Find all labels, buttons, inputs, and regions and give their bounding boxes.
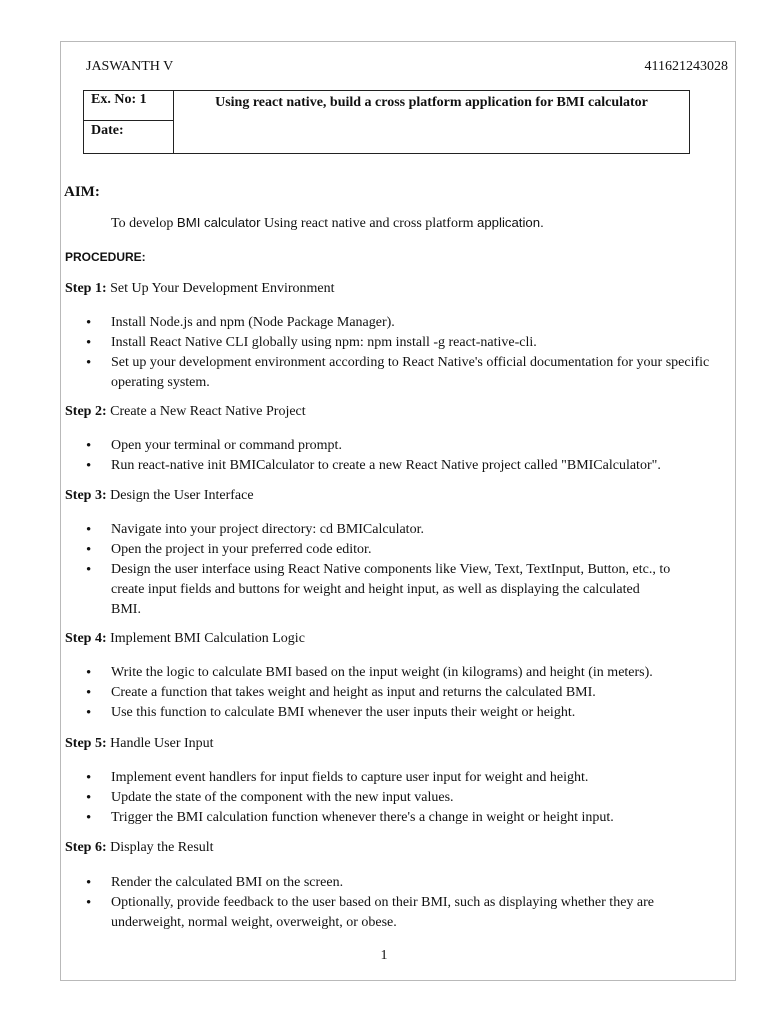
step-5-title: Handle User Input <box>106 736 214 751</box>
step-2-heading <box>65 404 306 420</box>
aim-text-part-3: Using react native and cross platform <box>260 216 478 231</box>
procedure-heading: PROCEDURE: <box>65 250 146 264</box>
step-3-list <box>86 520 726 620</box>
list-item: • Write the logic to calculate BMI based on the input weight (in kilograms) and height (in meters). <box>86 663 726 683</box>
step-5-list <box>86 768 726 828</box>
list-item: • Set up your development environment according to React Native's official documentation for your specific operating system. <box>86 353 726 393</box>
exercise-date: Date: <box>91 123 124 138</box>
exercise-title: Using react native, build a cross platform application for BMI calculator <box>215 95 648 110</box>
aim-text-part-4: application. <box>477 215 544 230</box>
register-number: 411621243028 <box>644 59 728 74</box>
step-4-label: Step 4: <box>65 631 107 646</box>
aim-heading: AIM: <box>64 184 100 200</box>
list-item: • Use this function to calculate BMI whenever the user inputs their weight or height. <box>86 703 726 723</box>
step-1-title: Set Up Your Development Environment <box>106 281 335 296</box>
list-item: • Implement event handlers for input fields to capture user input for weight and height. <box>86 768 726 788</box>
step-1-heading <box>65 281 335 297</box>
exercise-meta-column <box>84 91 174 153</box>
list-item: • Run react-native init BMICalculator to create a new React Native project called "BMICalculator". <box>86 456 726 476</box>
aim-text-part-1: To develop <box>111 216 177 231</box>
student-name: JASWANTH V <box>86 59 174 74</box>
list-item: • Design the user interface using React Native components like View, Text, TextInput, Button, etc., to create input fields and buttons for weight and height input, as well as displaying the calculated BMI. <box>86 560 726 620</box>
step-6-heading <box>65 840 214 856</box>
step-2-title: Create a New React Native Project <box>106 404 306 419</box>
list-item: • Create a function that takes weight and height as input and returns the calculated BMI. <box>86 683 726 703</box>
step-4-title: Implement BMI Calculation Logic <box>106 631 305 646</box>
aim-text <box>111 215 544 232</box>
step-5-label: Step 5: <box>65 736 107 751</box>
list-item: • Navigate into your project directory: cd BMICalculator. <box>86 520 726 540</box>
page-number: 1 <box>380 948 388 963</box>
step-3-title: Design the User Interface <box>106 488 254 503</box>
list-item: • Open the project in your preferred code editor. <box>86 540 726 560</box>
list-item: • Render the calculated BMI on the screen. <box>86 873 726 893</box>
step-2-label: Step 2: <box>65 404 107 419</box>
list-item: • Install Node.js and npm (Node Package Manager). <box>86 313 726 333</box>
step-6-list <box>86 873 726 933</box>
step-3-heading <box>65 488 254 504</box>
list-item: • Update the state of the component with the new input values. <box>86 788 726 808</box>
step-2-list <box>86 436 726 476</box>
step-6-label: Step 6: <box>65 840 107 855</box>
step-1-list <box>86 313 726 393</box>
step-4-list <box>86 663 726 723</box>
list-item: • Trigger the BMI calculation function whenever there's a change in weight or height input. <box>86 808 726 828</box>
step-6-title: Display the Result <box>106 840 214 855</box>
exercise-header-table <box>83 90 690 154</box>
step-4-heading <box>65 631 305 647</box>
step-3-label: Step 3: <box>65 488 107 503</box>
list-item: • Install React Native CLI globally using npm: npm install -g react-native-cli. <box>86 333 726 353</box>
step-1-label: Step 1: <box>65 281 107 296</box>
list-item: • Open your terminal or command prompt. <box>86 436 726 456</box>
aim-text-part-2: BMI calculator <box>176 215 261 230</box>
list-item: • Optionally, provide feedback to the user based on their BMI, such as displaying whether they are underweight, normal weight, overweight, or obese. <box>86 893 726 933</box>
step-5-heading <box>65 736 214 752</box>
exercise-number: Ex. No: 1 <box>84 91 173 121</box>
